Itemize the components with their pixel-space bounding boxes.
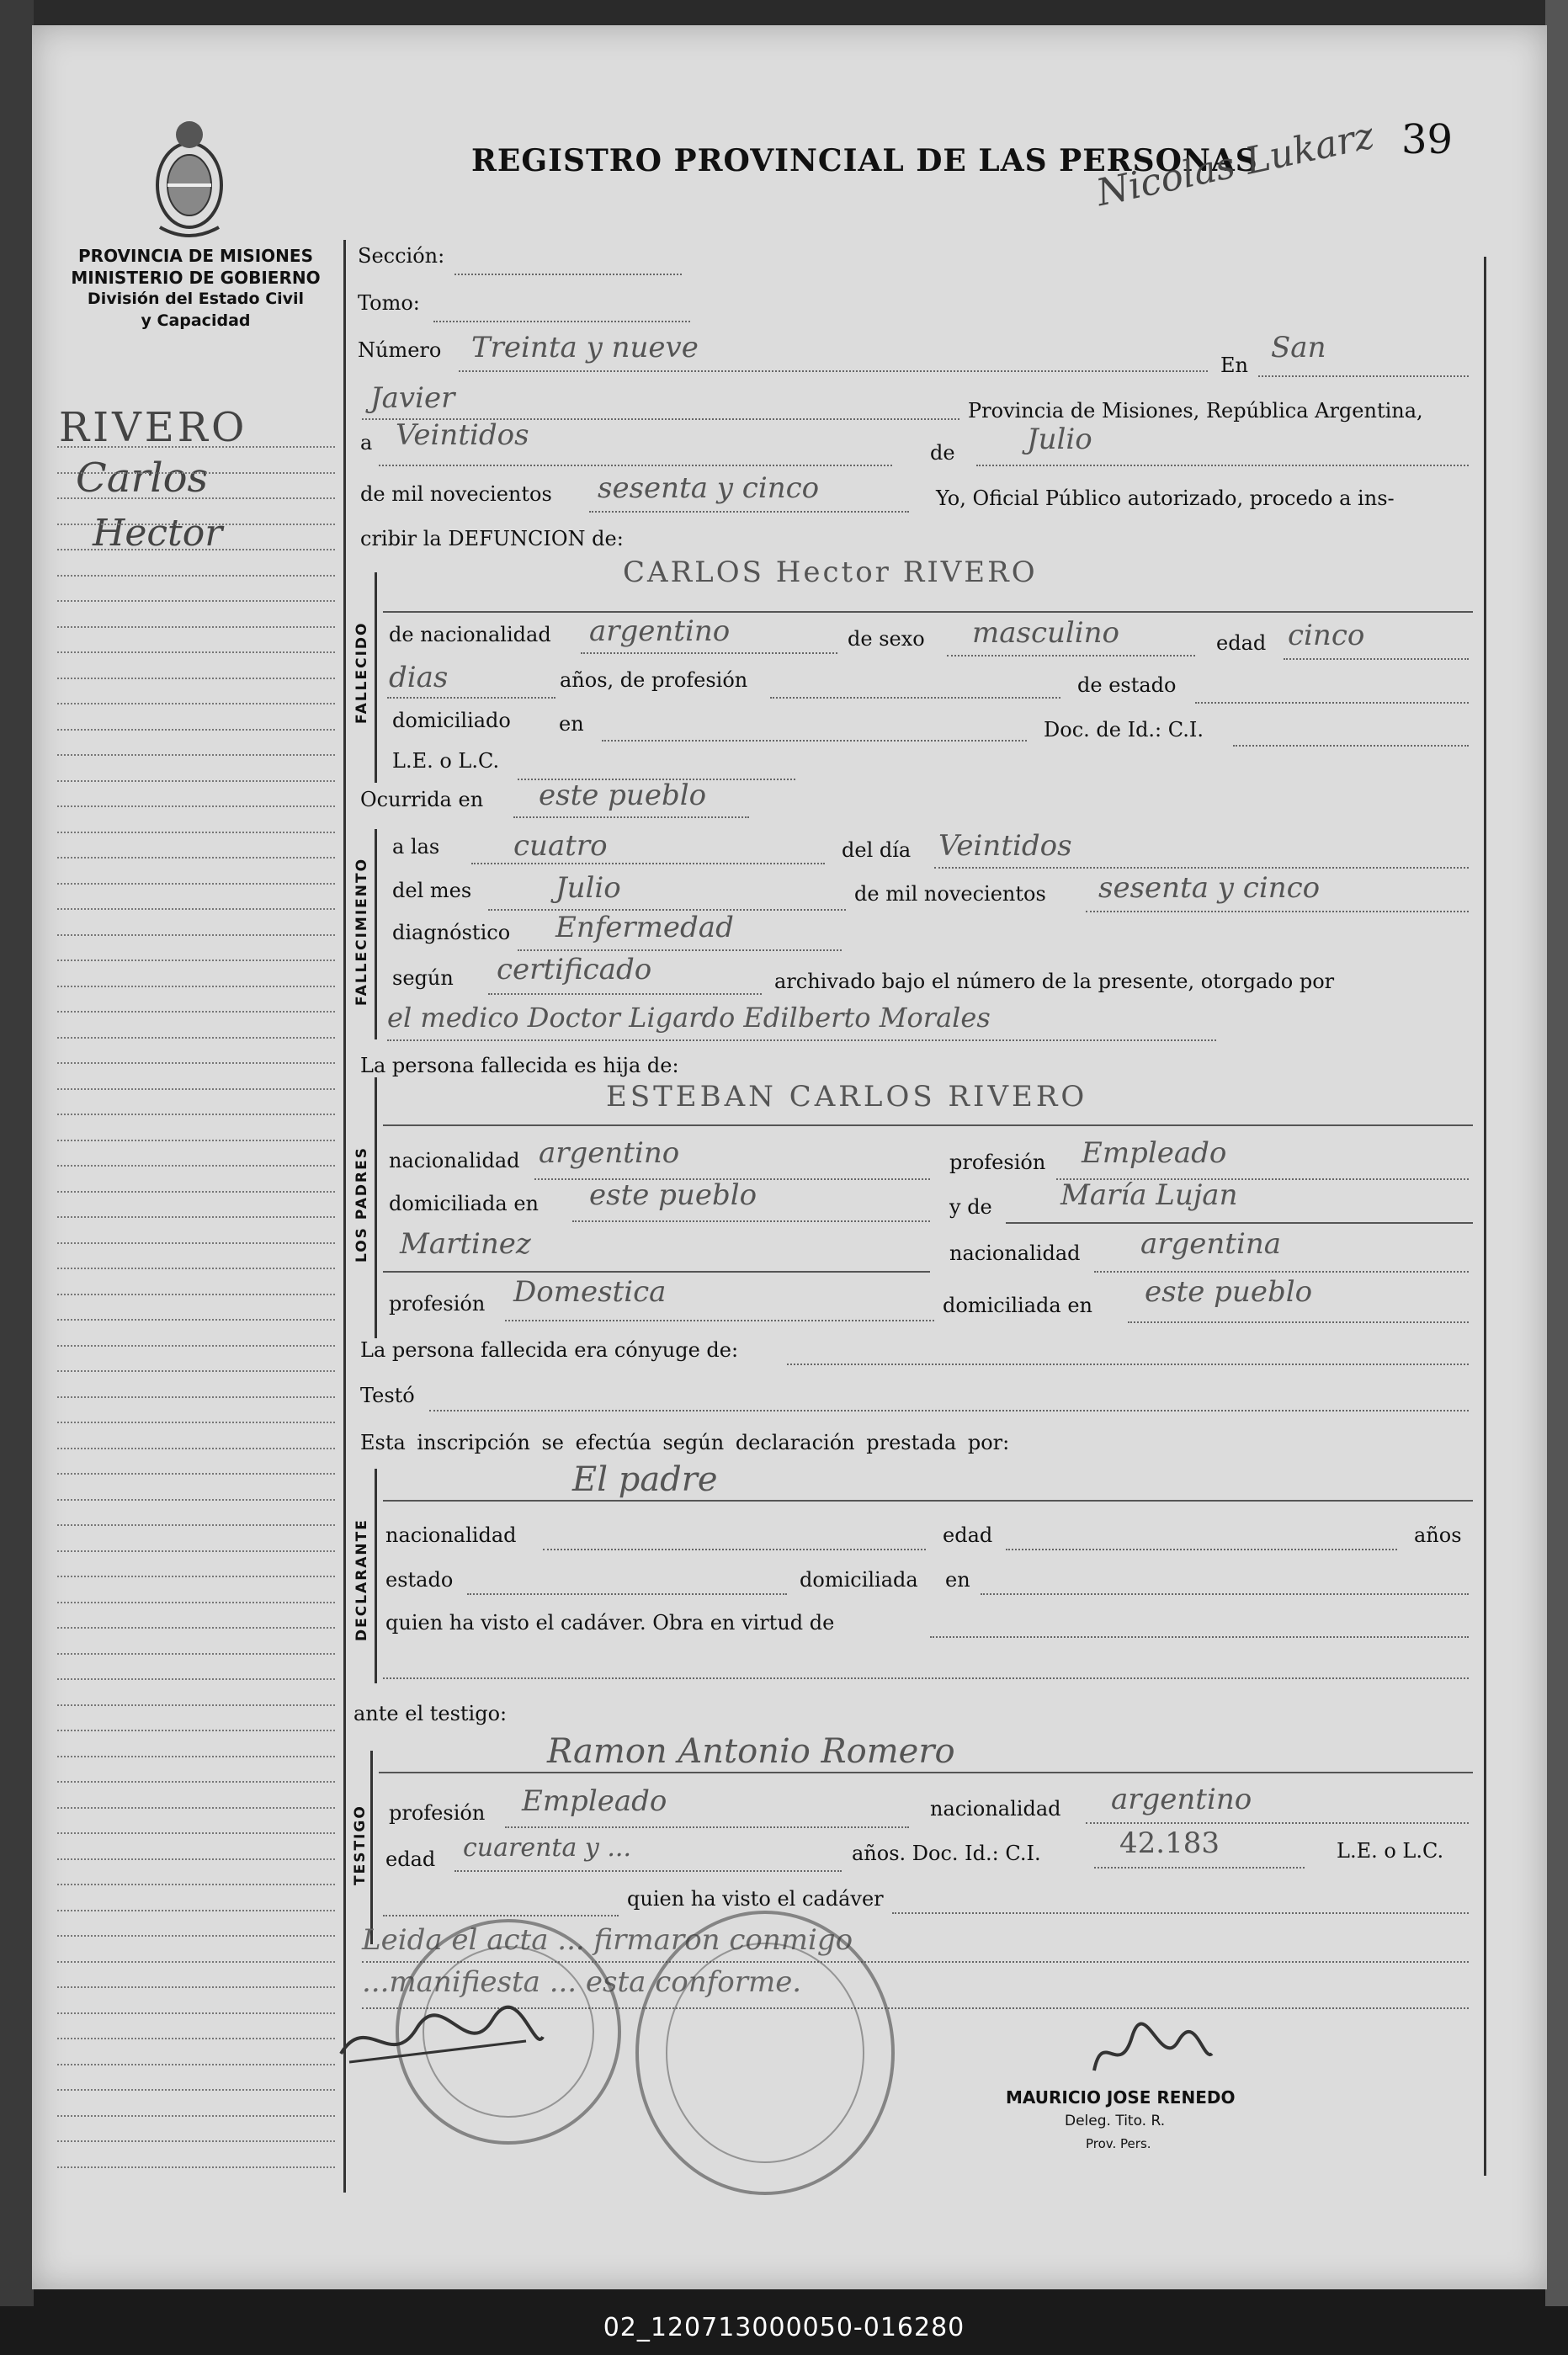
testigo-cadaver-line-pre — [383, 1915, 619, 1916]
madre-domiciliada-value: este pueblo — [1145, 1275, 1313, 1309]
margin-ruled-line — [57, 1396, 335, 1398]
margin-ruled-line — [57, 1242, 335, 1244]
margin-ruled-line — [57, 2089, 335, 2091]
declarante-nombre-line — [383, 1500, 1473, 1502]
fallecido-dias-value: dias — [389, 661, 449, 694]
margin-ruled-line — [57, 1576, 335, 1577]
a-las-line — [471, 863, 825, 864]
book-right-edge — [1545, 0, 1568, 2355]
margin-ruled-line — [57, 1216, 335, 1218]
en-line — [1258, 375, 1469, 377]
padres-intro: La persona fallecida es hija de: — [360, 1054, 679, 1077]
declarante-domicilio-line — [981, 1593, 1469, 1595]
margin-ruled-line — [57, 1884, 335, 1885]
margin-ruled-line — [57, 497, 335, 499]
declarante-edad-line — [1006, 1549, 1397, 1550]
diagnostico-value: Enfermedad — [555, 911, 734, 944]
margin-ruled-line — [57, 1730, 335, 1731]
fallecimiento-rule — [375, 829, 377, 1039]
margin-ruled-line — [57, 1781, 335, 1783]
testigo-nacionalidad-line — [1086, 1822, 1469, 1824]
margin-ruled-line — [57, 1422, 335, 1423]
declaracion-label: Esta inscripción se efectúa según declaración prestada por: — [360, 1431, 1010, 1454]
closing-line-1: Leida el acta ... firmaron conmigo — [362, 1923, 853, 1957]
en-label: En — [1220, 354, 1248, 377]
inscribir-text: cribir la DEFUNCION de: — [360, 527, 624, 550]
a-line — [379, 465, 892, 466]
margin-ruled-line — [57, 2038, 335, 2039]
madre-profesion-label: profesión — [389, 1292, 486, 1316]
closing-line-2: ...manifiesta ... esta conforme. — [362, 1965, 802, 1999]
margin-ruled-line — [57, 960, 335, 961]
medico-value: el medico Doctor Ligardo Edilberto Morales — [387, 1002, 991, 1034]
madre-apellido: Martinez — [400, 1227, 531, 1261]
testigo-profesion-line — [505, 1826, 909, 1828]
madre-nacionalidad-line — [1094, 1271, 1469, 1273]
margin-ruled-line — [57, 1704, 335, 1706]
testigo-profesion-value: Empleado — [522, 1784, 667, 1818]
padres-section-label: LOS PADRES — [353, 1146, 370, 1263]
margin-ruled-line — [57, 908, 335, 910]
padre-nombre: ESTEBAN CARLOS RIVERO — [606, 1080, 1088, 1114]
margin-ruled-line — [57, 626, 335, 628]
margin-ruled-line — [57, 1550, 335, 1552]
margin-ruled-line — [57, 524, 335, 525]
madre-nombre: María Lujan — [1060, 1178, 1238, 1212]
testigo-doc-value: 42.183 — [1119, 1826, 1220, 1860]
margin-ruled-line — [57, 1088, 335, 1090]
margin-ruled-line — [57, 2115, 335, 2117]
margin-ruled-line — [57, 1524, 335, 1526]
mil-line — [589, 511, 909, 513]
margin-ruled-line — [57, 2140, 335, 2142]
margin-ruled-line — [57, 754, 335, 756]
madre-apellido-line — [383, 1271, 930, 1273]
testigo-edad-line — [454, 1870, 842, 1872]
ocurrida-label: Ocurrida en — [360, 788, 484, 811]
padre-nacionalidad-value: argentino — [539, 1136, 680, 1170]
official-title: Deleg. Tito. R. — [1065, 2113, 1166, 2129]
fallecimiento-mil-value: sesenta y cinco — [1098, 871, 1321, 905]
margin-ruled-line — [57, 472, 335, 474]
seccion-label: Sección: — [358, 244, 445, 268]
fallecimiento-section-label: FALLECIMIENTO — [353, 857, 370, 1006]
declarante-domiciliada-label: domiciliada — [800, 1568, 918, 1592]
numero-value: Treinta y nueve — [471, 331, 699, 364]
signature-overlay: Nicolas Lukarz — [1092, 114, 1378, 215]
padre-nacionalidad-label: nacionalidad — [389, 1149, 520, 1172]
declarante-rule — [375, 1469, 377, 1683]
declarante-cadaver-line — [930, 1636, 1469, 1638]
a-las-value: cuatro — [513, 829, 608, 863]
testigo-anos-doc-label: años. Doc. Id.: C.I. — [852, 1842, 1041, 1865]
declarante-en-label: en — [945, 1568, 970, 1592]
margin-ruled-line — [57, 678, 335, 679]
madre-domiciliada-label: domiciliada en — [943, 1294, 1092, 1317]
segun-line — [488, 993, 762, 995]
fallecido-nacionalidad-value: argentino — [589, 614, 731, 648]
margin-ruled-line — [57, 2064, 335, 2065]
declarante-nacionalidad-line — [543, 1549, 926, 1550]
margin-name-first: Carlos — [76, 455, 209, 502]
declarante-nombre: El padre — [572, 1460, 718, 1499]
madre-nombre-line — [1006, 1222, 1473, 1224]
margin-ruled-line — [57, 1319, 335, 1321]
witness-signature-icon — [332, 1995, 551, 2079]
margin-ruled-line — [57, 1756, 335, 1757]
page-number: 39 — [1401, 116, 1454, 163]
image-id-label: 02_120713000050-016280 — [603, 2313, 965, 2342]
testigo-rule — [370, 1751, 373, 1944]
testigo-nacionalidad-value: argentino — [1111, 1783, 1252, 1816]
fallecimiento-mil-line — [1086, 911, 1469, 912]
fallecido-section-label: FALLECIDO — [353, 621, 370, 724]
a-las-label: a las — [392, 835, 440, 859]
fallecido-estado-label: de estado — [1077, 673, 1177, 697]
fallecido-estado-line — [1195, 702, 1469, 704]
margin-ruled-line — [57, 1011, 335, 1013]
a-label: a — [360, 431, 373, 455]
margin-name-surname: RIVERO — [59, 404, 248, 451]
division-label: División del Estado Civil — [87, 290, 305, 308]
testigo-intro: ante el testigo: — [353, 1702, 508, 1725]
oficial-text: Yo, Oficial Público autorizado, procedo a ins- — [936, 486, 1395, 510]
fallecido-nacionalidad-line — [581, 652, 837, 654]
segun-label: según — [392, 966, 454, 990]
seal-stamp-right — [635, 1911, 895, 2195]
margin-ruled-line — [57, 1165, 335, 1167]
testigo-nacionalidad-label: nacionalidad — [930, 1797, 1061, 1821]
declarante-cadaver-label: quien ha visto el cadáver. Obra en virtud de — [385, 1611, 835, 1635]
testigo-cadaver-label: quien ha visto el cadáver — [627, 1887, 884, 1911]
declarante-anos-label: años — [1414, 1523, 1462, 1547]
margin-ruled-line — [57, 1294, 335, 1295]
fallecido-doc-line — [1233, 745, 1469, 747]
margin-ruled-line — [57, 1448, 335, 1449]
del-dia-line — [934, 867, 1469, 869]
fallecido-en-label: en — [559, 712, 584, 736]
margin-ruled-line — [57, 651, 335, 653]
margin-ruled-line — [57, 2012, 335, 2014]
tomo-label: Tomo: — [358, 291, 420, 315]
fallecido-doc-label: Doc. de Id.: C.I. — [1044, 718, 1204, 742]
del-dia-value: Veintidos — [938, 829, 1072, 863]
tomo-line — [433, 321, 690, 322]
fallecido-domicilio-line — [602, 740, 1027, 742]
margin-ruled-line — [57, 1807, 335, 1809]
official-title-2: Prov. Pers. — [1086, 2136, 1151, 2151]
madre-profesion-line — [505, 1320, 934, 1321]
fallecido-edad-line — [1284, 658, 1469, 660]
right-vertical-rule — [1484, 257, 1486, 2176]
margin-ruled-line — [57, 446, 335, 448]
diagnostico-line — [518, 949, 842, 951]
book-left-edge — [0, 0, 34, 2355]
division-label-2: y Capacidad — [141, 311, 251, 330]
ocurrida-value: este pueblo — [539, 779, 707, 812]
margin-ruled-line — [57, 1191, 335, 1193]
madre-domiciliada-line — [1128, 1321, 1469, 1323]
ocurrida-line — [513, 816, 749, 818]
padre-profesion-value: Empleado — [1082, 1136, 1227, 1170]
margin-ruled-line — [57, 883, 335, 885]
del-mes-value: Julio — [555, 871, 621, 905]
margin-ruled-line — [57, 575, 335, 577]
margin-ruled-line — [57, 1961, 335, 1963]
fallecido-sexo-line — [947, 655, 1195, 657]
padre-domiciliada-label: domiciliada en — [389, 1192, 539, 1215]
de-line — [976, 465, 1469, 466]
del-dia-label: del día — [842, 838, 912, 862]
testigo-edad-value: cuarenta y ... — [463, 1833, 631, 1863]
madre-nacionalidad-label: nacionalidad — [949, 1241, 1081, 1265]
margin-ruled-line — [57, 857, 335, 859]
numero-label: Número — [358, 338, 442, 362]
padre-domiciliada-value: este pueblo — [589, 1178, 757, 1212]
margin-ruled-line — [57, 1140, 335, 1141]
margin-ruled-line — [57, 1678, 335, 1680]
conyuge-label: La persona fallecida era cónyuge de: — [360, 1338, 739, 1362]
a-value: Veintidos — [396, 418, 529, 452]
margin-ruled-line — [57, 1858, 335, 1860]
margin-ruled-line — [57, 780, 335, 782]
margin-ruled-line — [57, 1832, 335, 1834]
margin-ruled-line — [57, 805, 335, 807]
provincia-text: Provincia de Misiones, República Argentina, — [968, 399, 1423, 423]
fallecido-nacionalidad-label: de nacionalidad — [389, 623, 551, 646]
margin-ruled-line — [57, 1345, 335, 1347]
margin-ruled-line — [57, 1473, 335, 1475]
margin-ruled-line — [57, 1910, 335, 1911]
testigo-nombre: Ramon Antonio Romero — [547, 1732, 955, 1771]
declarante-extra-line — [383, 1677, 1469, 1679]
fallecido-sexo-value: masculino — [972, 616, 1120, 650]
coat-of-arms-icon — [143, 109, 236, 244]
margin-ruled-line — [57, 1653, 335, 1655]
en-value-2: Javier — [370, 381, 455, 415]
testigo-section-label: TESTIGO — [352, 1805, 369, 1885]
margin-ruled-line — [57, 2166, 335, 2168]
margin-name-middle: Hector — [93, 512, 223, 555]
madre-nacionalidad-value: argentina — [1140, 1227, 1282, 1261]
official-signature-icon — [1086, 2020, 1220, 2087]
fallecido-dias-line — [387, 697, 555, 699]
margin-ruled-line — [57, 934, 335, 936]
margin-ruled-line — [57, 1114, 335, 1115]
fallecido-profesion-line — [770, 697, 1060, 699]
segun-value: certificado — [497, 953, 652, 986]
numero-line — [459, 370, 1208, 372]
de-value: Julio — [1027, 423, 1092, 456]
margin-ruled-line — [57, 1062, 335, 1064]
testigo-cadaver-line — [892, 1912, 1469, 1914]
fallecido-sexo-label: de sexo — [848, 627, 925, 651]
fallecimiento-mil-label: de mil novecientos — [854, 882, 1046, 906]
fallecido-nombre: CARLOS Hector RIVERO — [623, 556, 1038, 589]
madre-profesion-value: Domestica — [513, 1275, 667, 1309]
fallecido-edad-label: edad — [1216, 631, 1267, 655]
margin-ruled-line — [57, 600, 335, 602]
seccion-line — [454, 274, 682, 275]
margin-ruled-line — [57, 1037, 335, 1039]
province-label: PROVINCIA DE MISIONES — [78, 246, 313, 266]
margin-ruled-line — [57, 1986, 335, 1988]
de-label: de — [930, 441, 955, 465]
padres-rule — [375, 1077, 377, 1338]
diagnostico-label: diagnóstico — [392, 921, 511, 944]
margin-ruled-line — [57, 1602, 335, 1603]
margin-ruled-line — [57, 1499, 335, 1501]
margin-ruled-line — [57, 729, 335, 731]
fallecido-le-label: L.E. o L.C. — [392, 749, 500, 773]
declarante-nacionalidad-label: nacionalidad — [385, 1523, 517, 1547]
main-vertical-rule — [343, 240, 346, 2193]
yde-label: y de — [949, 1195, 992, 1219]
archivado-text: archivado bajo el número de la presente, otorgado por — [774, 970, 1335, 993]
padre-profesion-label: profesión — [949, 1151, 1046, 1174]
margin-ruled-line — [57, 1935, 335, 1937]
margin-ruled-line — [57, 1627, 335, 1629]
del-mes-label: del mes — [392, 879, 472, 902]
padre-nombre-line — [383, 1124, 1473, 1126]
declarante-estado-line — [467, 1593, 787, 1595]
testigo-edad-label: edad — [385, 1847, 436, 1871]
fallecido-nombre-line — [383, 611, 1473, 613]
testigo-doc-line — [1094, 1867, 1305, 1869]
mil-label: de mil novecientos — [360, 482, 552, 506]
margin-ruled-line — [57, 986, 335, 987]
fallecido-domiciliado-label: domiciliado — [392, 709, 511, 732]
testo-label: Testó — [360, 1384, 415, 1407]
testo-line — [429, 1410, 1469, 1411]
official-name: MAURICIO JOSE RENEDO — [1006, 2087, 1236, 2108]
declarante-estado-label: estado — [385, 1568, 454, 1592]
declarante-edad-label: edad — [943, 1523, 993, 1547]
declarante-section-label: DECLARANTE — [353, 1518, 370, 1641]
conyuge-line — [787, 1364, 1469, 1365]
margin-ruled-line — [57, 832, 335, 833]
margin-ruled-line — [57, 1268, 335, 1269]
ministry-label: MINISTERIO DE GOBIERNO — [71, 268, 321, 288]
mil-value: sesenta y cinco — [598, 471, 820, 505]
medico-line — [387, 1039, 1216, 1041]
fallecido-rule — [375, 572, 377, 783]
margin-ruled-line — [57, 549, 335, 550]
fallecido-anos-profesion-label: años, de profesión — [560, 668, 748, 692]
margin-ruled-line — [57, 703, 335, 704]
margin-ruled-line — [57, 1370, 335, 1372]
en-value: San — [1271, 331, 1326, 364]
testigo-profesion-label: profesión — [389, 1801, 486, 1825]
testigo-le-label: L.E. o L.C. — [1337, 1839, 1444, 1863]
padre-domiciliada-line — [572, 1220, 930, 1222]
testigo-nombre-line — [379, 1772, 1473, 1773]
fallecido-edad-value: cinco — [1288, 619, 1365, 652]
document-title: REGISTRO PROVINCIAL DE LAS PERSONAS — [471, 143, 1258, 178]
